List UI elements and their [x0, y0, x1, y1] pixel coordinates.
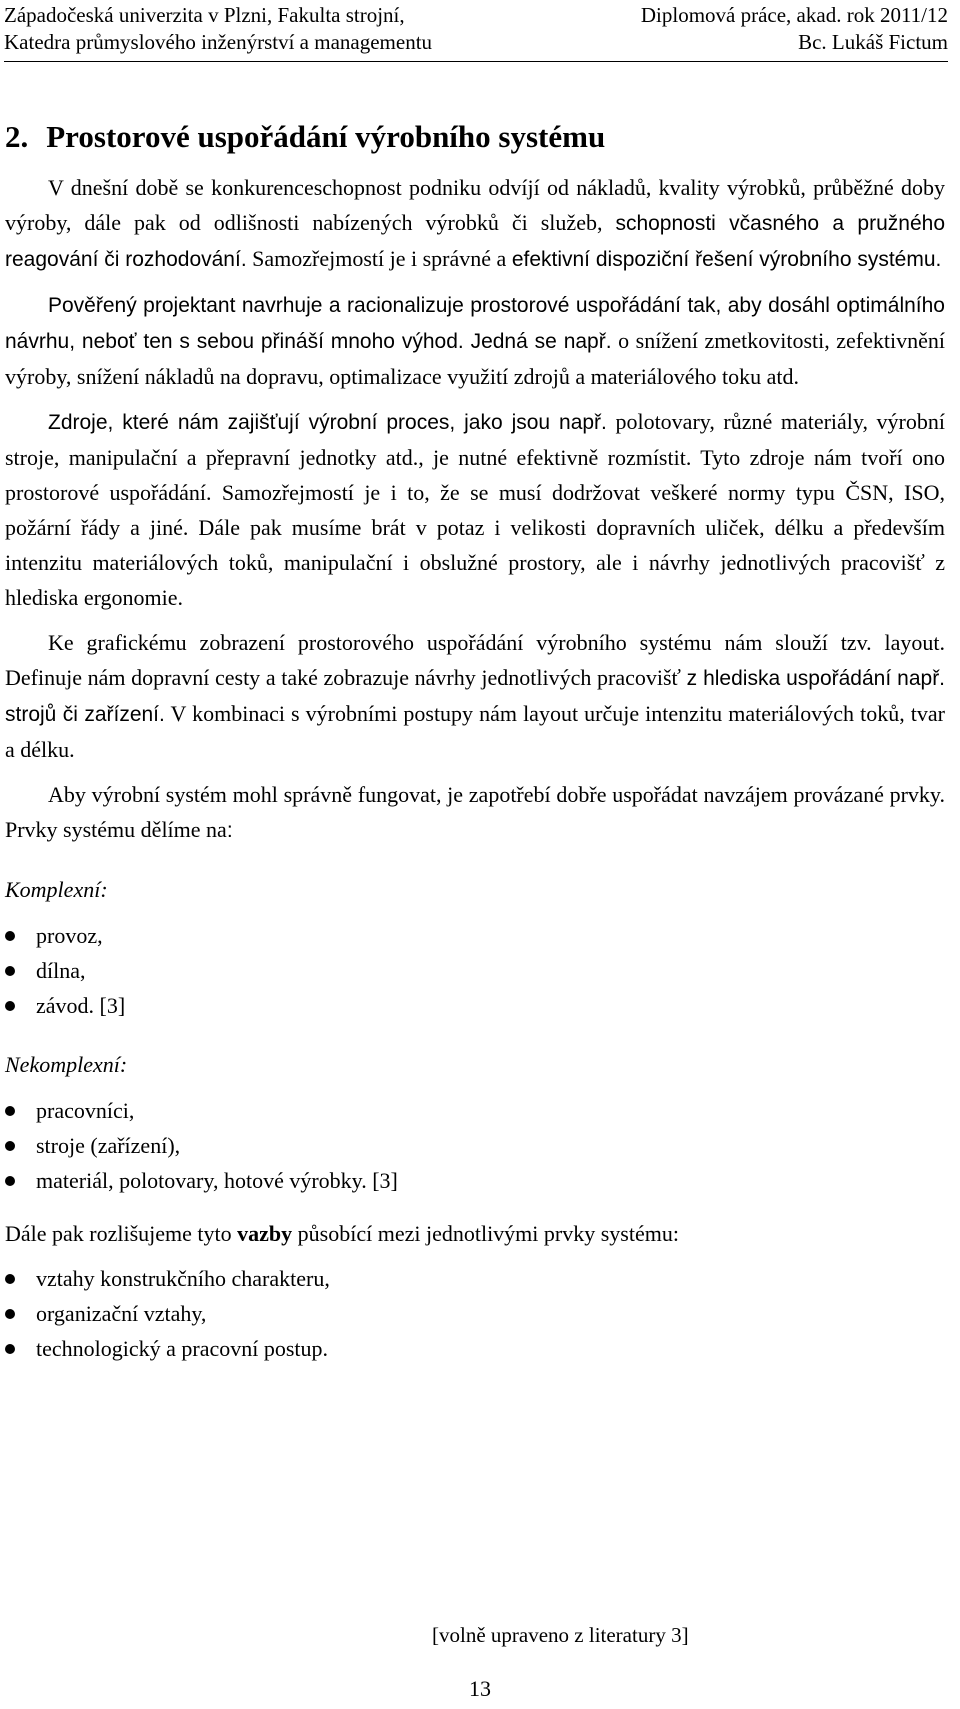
complex-heading: Komplexní: [5, 877, 108, 902]
paragraph-1 [5, 170, 945, 277]
paragraph-4-part-b: z hlediska uspořádání např. strojů či zařízení. [5, 667, 946, 726]
bullet-icon [5, 1274, 15, 1284]
paragraph-3 [5, 404, 945, 615]
list-item [5, 1093, 945, 1128]
list-item-text: dílna, [36, 958, 86, 983]
header-row-1 [4, 2, 948, 29]
page-header [4, 2, 948, 56]
source-note: [volně upraveno z literatury 3] [432, 1623, 689, 1647]
paragraph-1-tail: Samozřejmostí je i správné a [252, 246, 507, 271]
header-row-2 [4, 29, 948, 56]
list-item [5, 953, 945, 988]
list-item-text: organizační vztahy, [36, 1301, 207, 1326]
paragraph-5-colon: : [226, 819, 233, 842]
paragraph-4-part-a: Ke grafickému zobrazení prostorového uspořádání výrobního systému nám slouží tzv. layout. Definuje nám dopravní cesty a také zobrazuje návrhy jednotlivých pracovišť [5, 630, 945, 690]
list-item [5, 1261, 945, 1296]
bullet-icon [5, 931, 15, 941]
list-item-text: provoz, [36, 923, 103, 948]
header-university: Západočeská univerzita v Plzni, Fakulta strojní, [4, 3, 405, 27]
list-item [5, 1331, 945, 1366]
paragraph-2-sans-text: Pověřený projektant navrhuje a racionalizuje prostorové uspořádání tak, aby dosáhl optimálního návrhu, neboť ten s sebou přináší mnoho výhod. Jedná se např. [5, 294, 945, 353]
paragraph-2 [5, 287, 945, 394]
bonds-list [5, 1261, 945, 1366]
paragraph-1-sans-text: schopnosti včasného a pružného reagování či rozhodování. [5, 212, 945, 271]
bullet-icon [5, 1106, 15, 1116]
bullet-icon [5, 1141, 15, 1151]
bullet-icon [5, 1309, 15, 1319]
page-number: 13 [469, 1676, 491, 1701]
chapter-heading [5, 118, 945, 156]
paragraph-5 [5, 777, 945, 848]
list-item [5, 988, 945, 1023]
header-department: Katedra průmyslového inženýrství a managementu [4, 30, 433, 54]
chapter-number: 2. [5, 119, 29, 154]
list-item-text: pracovníci, [36, 1098, 135, 1123]
header-author: Bc. Lukáš Fictum [798, 30, 948, 54]
paragraph-3-text: polotovary, různé materiály, výrobní stroje, manipulační a přepravní jednotky atd., je nutné efektivně rozmístit. Tyto zdroje nám tvoří ono prostorové uspořádání. Samozřejmostí je i to, že se musí dodržovat veškeré normy typu ČSN, ISO, požární řády a jiné. Dále pak musíme brát v potaz i velikosti dopravních uliček, délku a především intenzitu materiálových toků, manipulační i obslužné prostory, ale i návrhy jednotlivých pracovišť z hlediska ergonomie. [5, 409, 945, 610]
paragraph-3-sans-text: Zdroje, které nám zajišťují výrobní proces, jako jsou např. [48, 411, 607, 434]
paragraph-1-sans-tail: efektivní dispoziční řešení výrobního systému. [511, 248, 942, 271]
noncomplex-heading: Nekomplexní: [5, 1052, 128, 1077]
header-thesis-type: Diplomová práce, akad. rok 2011/12 [640, 3, 948, 27]
noncomplex-list [5, 1093, 945, 1198]
paragraph-4 [5, 625, 945, 767]
paragraph-1-text: V dnešní době se konkurenceschopnost podniku odvíjí od nákladů, kvality výrobků, průběžné doby výroby, dále pak od odlišnosti nabízených výrobků či služeb, [5, 175, 945, 235]
list-item [5, 918, 945, 953]
page-content [5, 118, 945, 1378]
complex-list [5, 918, 945, 1023]
bullet-icon [5, 1176, 15, 1186]
paragraph-6-bold: vazby [237, 1221, 293, 1246]
list-item [5, 1163, 945, 1198]
list-item-text: technologický a pracovní postup. [36, 1336, 329, 1361]
paragraph-5-text: Aby výrobní systém mohl správně fungovat, je zapotřebí dobře uspořádat navzájem provázané prvky. Prvky systému dělíme na [5, 782, 945, 842]
list-item [5, 1128, 945, 1163]
list-item-text: stroje (zařízení), [36, 1133, 181, 1158]
paragraph-6-post: působící mezi jednotlivými prvky systému: [297, 1221, 679, 1246]
paragraph-4-part-c: V kombinaci s výrobními postupy nám layout určuje intenzitu materiálových toků, tvar a délku. [5, 701, 945, 762]
list-item-text: vztahy konstrukčního charakteru, [36, 1266, 330, 1291]
bullet-icon [5, 1001, 15, 1011]
paragraph-6-pre: Dále pak rozlišujeme tyto [5, 1221, 232, 1246]
header-divider [4, 61, 948, 62]
chapter-title: Prostorové uspořádání výrobního systému [46, 119, 606, 154]
list-item [5, 1296, 945, 1331]
bullet-icon [5, 966, 15, 976]
paragraph-6 [5, 1216, 945, 1251]
list-item-text: materiál, polotovary, hotové výrobky. [3] [36, 1168, 398, 1193]
bullet-icon [5, 1344, 15, 1354]
list-item-text: závod. [3] [36, 993, 126, 1018]
paragraph-2-text: o snížení zmetkovitosti, zefektivnění výroby, snížení nákladů na dopravu, optimalizace využití zdrojů a materiálového toku atd. [5, 328, 946, 389]
